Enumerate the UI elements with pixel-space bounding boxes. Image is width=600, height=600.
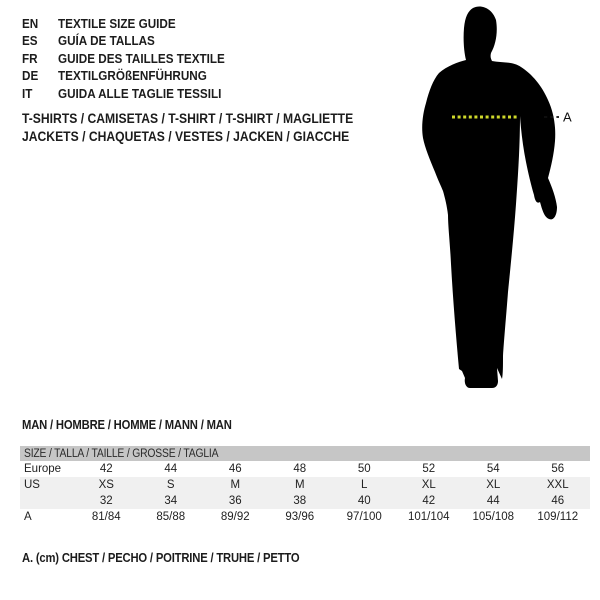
table-row-us-numbers: [20, 493, 590, 509]
size-cell: 54: [486, 463, 500, 475]
lang-code: DE: [22, 68, 39, 84]
man-silhouette-figure: [415, 0, 575, 400]
row-label: A: [24, 511, 32, 523]
size-cell: 101/104: [407, 511, 450, 523]
size-cell: 42: [397, 493, 462, 509]
table-row-europe: [20, 461, 590, 477]
size-cell: 50: [357, 463, 371, 475]
lang-code: IT: [22, 85, 33, 101]
size-cell: M: [268, 477, 333, 493]
row-label: US: [20, 477, 74, 493]
size-cell: 81/84: [91, 511, 121, 523]
lang-row-it: [22, 85, 225, 102]
size-cell: 34: [139, 493, 204, 509]
size-cell: 105/108: [472, 511, 515, 523]
size-cell: 42: [99, 463, 113, 475]
size-cell: 46: [526, 493, 591, 509]
size-cell: 109/112: [537, 511, 579, 523]
measure-label-a: A: [563, 109, 572, 125]
category-block: [22, 110, 390, 145]
size-cell: XL: [461, 477, 526, 493]
lang-row-en: [22, 15, 225, 32]
size-cell: 44: [461, 493, 526, 509]
category-tshirts: T-SHIRTS / CAMISETAS / T-SHIRT / T-SHIRT / MAGLIETTE: [22, 111, 354, 126]
section-label-man: [22, 418, 255, 432]
lang-code: FR: [22, 50, 38, 66]
lang-row-de: [22, 67, 225, 84]
lang-row-es: [22, 32, 225, 49]
size-cell: L: [332, 477, 397, 493]
size-cell: 93/96: [285, 511, 315, 523]
guide-title: GUÍA DE TALLAS: [58, 33, 155, 49]
size-cell: 48: [293, 463, 307, 475]
man-silhouette: [422, 7, 557, 389]
size-cell: XL: [397, 477, 462, 493]
measurement-footnote: [22, 551, 330, 565]
size-cell: 89/92: [220, 511, 250, 523]
size-cell: 32: [74, 493, 139, 509]
table-row-us-letters: [20, 477, 590, 493]
language-title-block: [22, 15, 247, 102]
size-cell: 97/100: [346, 511, 382, 523]
lang-row-fr: [22, 50, 225, 67]
size-cell: 40: [332, 493, 397, 509]
measurement-footnote-text: A. (cm) CHEST / PECHO / POITRINE / TRUHE / PETTO: [22, 551, 300, 565]
guide-title: GUIDE DES TAILLES TEXTILE: [58, 50, 225, 66]
lang-code: EN: [22, 16, 39, 31]
size-cell: M: [203, 477, 268, 493]
size-table-header-cell: [20, 446, 590, 461]
row-label: Europe: [24, 463, 62, 475]
size-cell: S: [139, 477, 204, 493]
size-cell: 36: [203, 493, 268, 509]
size-cell: 56: [551, 463, 565, 475]
size-table-header-text: SIZE / TALLA / TAILLE / GRÖSSE / TAGLIA: [24, 447, 219, 460]
guide-title: TEXTILGRÖßENFÜHRUNG: [58, 68, 207, 84]
guide-title: GUIDA ALLE TAGLIE TESSILI: [58, 85, 222, 101]
size-table-header-row: [20, 446, 590, 461]
size-cell: 52: [422, 463, 436, 475]
section-label-text: MAN / HOMBRE / HOMME / MANN / MAN: [22, 418, 232, 432]
size-cell: XS: [74, 477, 139, 493]
table-row-chest-cm: [20, 509, 590, 525]
size-table: [20, 446, 590, 525]
size-cell: 38: [268, 493, 333, 509]
size-cell: XXL: [526, 477, 591, 493]
size-cell: 46: [228, 463, 242, 475]
category-jackets: JACKETS / CHAQUETAS / VESTES / JACKEN / GIACCHE: [22, 128, 350, 144]
guide-title: TEXTILE SIZE GUIDE: [58, 16, 176, 31]
row-label: [20, 493, 74, 509]
lang-code: ES: [22, 33, 38, 49]
size-cell: 85/88: [156, 511, 186, 523]
size-cell: 44: [164, 463, 178, 475]
